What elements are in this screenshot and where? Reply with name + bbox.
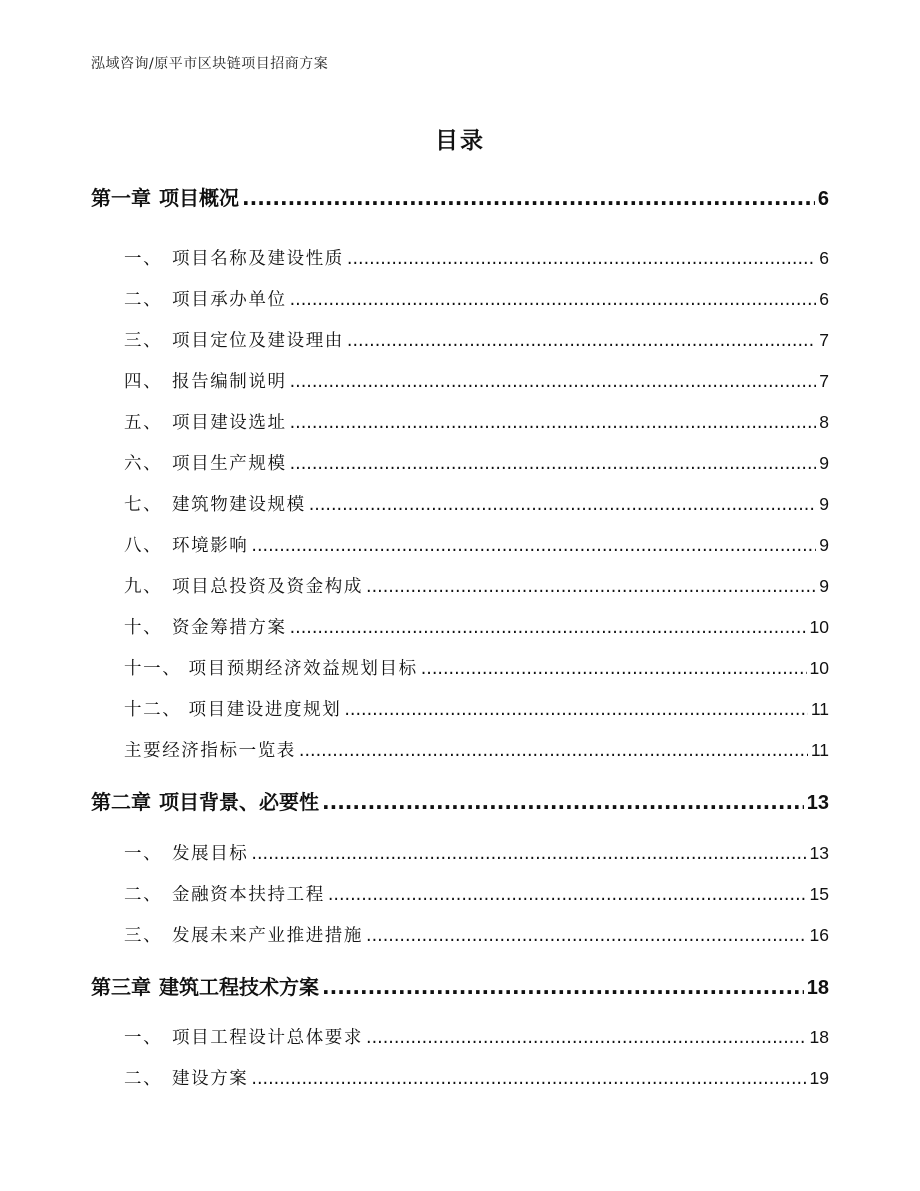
toc-entry-number: 二、 (124, 290, 163, 310)
toc-entry-title: 建筑物建设规模 (172, 495, 306, 515)
toc-chapter-entry[interactable] (91, 977, 829, 998)
toc-chapter-entry[interactable] (91, 188, 829, 209)
toc-entry-number: 第一章 (91, 186, 151, 210)
toc-section-entry[interactable] (124, 845, 829, 864)
toc-page-number: 6 (817, 188, 829, 210)
toc-entry-title: 建筑工程技术方案 (159, 975, 319, 999)
toc-entry-title: 项目工程设计总体要求 (172, 1028, 363, 1048)
dot-leader (347, 251, 816, 269)
toc-entry-title: 项目建设进度规划 (188, 700, 342, 720)
dot-leader (322, 977, 804, 997)
toc-page-number: 10 (809, 658, 829, 678)
toc-entry-title: 项目总投资及资金构成 (172, 577, 363, 597)
toc-section-entry[interactable] (124, 578, 829, 597)
toc-page-number: 19 (809, 1068, 829, 1088)
toc-entry-title: 项目背景、必要性 (159, 790, 319, 814)
toc-page-number: 18 (806, 977, 829, 999)
toc-entry-title: 发展未来产业推进措施 (172, 926, 363, 946)
toc-section-entry[interactable] (124, 496, 829, 515)
toc-section-entry[interactable] (124, 414, 829, 433)
running-header: 泓域咨询/原平市区块链项目招商方案 (91, 56, 329, 72)
toc-page-number: 9 (819, 453, 829, 473)
toc-section-entry[interactable] (124, 291, 829, 310)
dot-leader (347, 333, 816, 351)
toc-section-entry[interactable] (124, 1029, 829, 1048)
toc-entry-number: 十一、 (124, 659, 182, 679)
toc-entry-title: 项目承办单位 (172, 290, 287, 310)
dot-leader (290, 620, 807, 638)
toc-entry-number: 一、 (124, 249, 163, 269)
toc-entry-number: 十二、 (124, 700, 182, 720)
toc-entry-number: 九、 (124, 577, 163, 597)
dot-leader (421, 661, 807, 679)
toc-page-number: 6 (819, 289, 829, 309)
toc-page-number: 6 (819, 248, 829, 268)
toc-page-number: 7 (819, 330, 829, 350)
toc-section-entry[interactable] (124, 886, 829, 905)
dot-leader (366, 928, 807, 946)
toc-page-number: 13 (809, 843, 829, 863)
toc-entry-title: 报告编制说明 (172, 372, 287, 392)
dot-leader (290, 374, 817, 392)
toc-entry-title: 发展目标 (172, 844, 249, 864)
toc-entry-number: 第二章 (91, 790, 151, 814)
toc-page-number: 7 (819, 371, 829, 391)
toc-entry-title: 建设方案 (172, 1069, 249, 1089)
toc-page-number: 15 (809, 884, 829, 904)
toc-section-entry[interactable] (124, 537, 829, 556)
toc-entry-title: 项目概况 (159, 186, 239, 210)
dot-leader (290, 292, 817, 310)
toc-entry-number: 五、 (124, 413, 163, 433)
dot-leader (251, 1071, 806, 1089)
toc-entry-title: 项目名称及建设性质 (172, 249, 344, 269)
toc-entry-number: 七、 (124, 495, 163, 515)
toc-entry-title: 金融资本扶持工程 (172, 885, 325, 905)
toc-section-entry[interactable] (124, 455, 829, 474)
dot-leader (328, 887, 807, 905)
toc-entry-number: 六、 (124, 454, 163, 474)
dot-leader (322, 792, 804, 812)
toc-page-number: 18 (809, 1027, 829, 1047)
toc-section-entry[interactable] (124, 742, 829, 761)
toc-entry-title: 项目建设选址 (172, 413, 287, 433)
toc-page-number: 8 (819, 412, 829, 432)
toc-page-number: 9 (819, 576, 829, 596)
toc-entry-number: 三、 (124, 331, 163, 351)
dot-leader (299, 743, 808, 761)
toc-entry-title: 资金筹措方案 (172, 618, 287, 638)
toc-chapter-entry[interactable] (91, 792, 829, 813)
toc-page-number: 9 (819, 494, 829, 514)
toc-page-number: 11 (810, 740, 829, 760)
toc-section-entry[interactable] (124, 1070, 829, 1089)
toc-entry-title: 项目生产规模 (172, 454, 287, 474)
toc-entry-title: 项目预期经济效益规划目标 (188, 659, 418, 679)
dot-leader (251, 846, 806, 864)
toc-section-entry[interactable] (124, 619, 829, 638)
toc-entry-number: 一、 (124, 844, 163, 864)
toc-entry-number: 第三章 (91, 975, 151, 999)
toc-entry-title: 项目定位及建设理由 (172, 331, 344, 351)
toc-entry-number: 三、 (124, 926, 163, 946)
toc-entry-number: 二、 (124, 885, 163, 905)
toc-entry-number: 二、 (124, 1069, 163, 1089)
dot-leader (290, 415, 817, 433)
toc-entry-title: 环境影响 (172, 536, 249, 556)
toc-page-number: 9 (819, 535, 829, 555)
toc-section-entry[interactable] (124, 660, 829, 679)
toc-section-entry[interactable] (124, 373, 829, 392)
dot-leader (242, 188, 815, 208)
toc-entry-number: 八、 (124, 536, 163, 556)
dot-leader (344, 702, 808, 720)
dot-leader (366, 579, 816, 597)
toc-section-entry[interactable] (124, 701, 829, 720)
toc-title: 目录 (435, 128, 485, 154)
dot-leader (309, 497, 817, 515)
toc-section-entry[interactable] (124, 332, 829, 351)
toc-entry-title: 主要经济指标一览表 (124, 741, 296, 761)
toc-entry-number: 一、 (124, 1028, 163, 1048)
toc-entry-number: 十、 (124, 618, 163, 638)
toc-entry-number: 四、 (124, 372, 163, 392)
toc-section-entry[interactable] (124, 927, 829, 946)
toc-page-number: 13 (806, 792, 829, 814)
dot-leader (290, 456, 817, 474)
dot-leader (366, 1030, 807, 1048)
toc-page-number: 16 (809, 925, 829, 945)
toc-section-entry[interactable] (124, 250, 829, 269)
toc-page-number: 11 (810, 699, 829, 719)
dot-leader (251, 538, 816, 556)
toc-page-number: 10 (809, 617, 829, 637)
